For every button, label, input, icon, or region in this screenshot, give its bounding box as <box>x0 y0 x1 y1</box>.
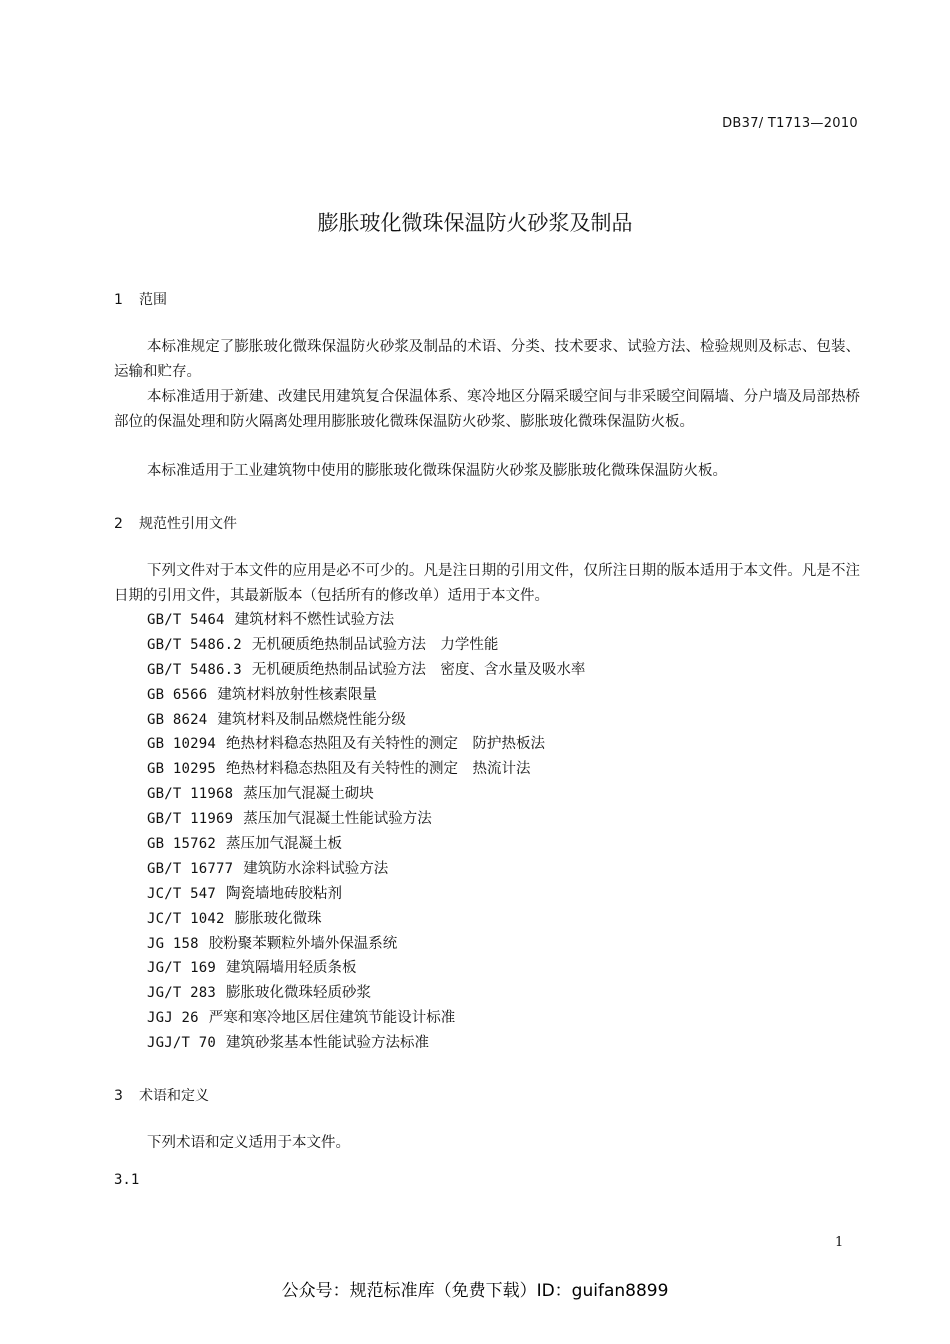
reference-code: GB 6566 <box>147 686 208 703</box>
normative-reference-list <box>147 608 585 1056</box>
section-1-paragraph-1: 本标准规定了膨胀玻化微珠保温防火砂浆及制品的术语、分类、技术要求、试验方法、检验规则及标志、包装、运输和贮存。 <box>114 339 860 380</box>
reference-title: 蒸压加气混凝土性能试验方法 <box>243 811 432 828</box>
list-item <box>147 1031 585 1056</box>
section-2-heading <box>114 513 237 533</box>
section-title: 范围 <box>139 292 167 308</box>
reference-code: JGJ/T 70 <box>147 1035 217 1052</box>
list-item <box>147 956 585 981</box>
reference-title: 建筑隔墙用轻质条板 <box>226 960 357 977</box>
reference-code: JG/T 169 <box>147 960 217 977</box>
list-item <box>147 757 585 782</box>
reference-title: 膨胀玻化微珠 <box>234 910 322 927</box>
reference-code: JG 158 <box>147 935 199 952</box>
section-title: 规范性引用文件 <box>139 516 237 532</box>
reference-title: 建筑防水涂料试验方法 <box>243 860 389 877</box>
section-3-intro: 下列术语和定义适用于本文件。 <box>147 1135 350 1151</box>
reference-code: GB/T 11968 <box>147 786 234 803</box>
reference-title: 严寒和寒冷地区居住建筑节能设计标准 <box>208 1010 456 1027</box>
reference-code: GB 10294 <box>147 736 217 753</box>
reference-code: GB/T 5464 <box>147 612 225 628</box>
list-item <box>147 832 585 857</box>
reference-title: 蒸压加气混凝土砌块 <box>243 786 374 803</box>
list-item <box>147 608 585 633</box>
list-item <box>147 807 585 832</box>
list-item <box>147 633 585 658</box>
reference-title: 建筑材料不燃性试验方法 <box>234 612 395 628</box>
section-1-paragraph-3: 本标准适用于工业建筑物中使用的膨胀玻化微珠保温防火砂浆及膨胀玻化微珠保温防火板。 <box>147 463 727 479</box>
list-item <box>147 658 585 683</box>
reference-title: 胶粉聚苯颗粒外墙外保温系统 <box>208 935 398 952</box>
footer-watermark-text: 公众号：规范标准库（免费下载）ID：guifan8899 <box>281 1281 669 1301</box>
reference-title: 绝热材料稳态热阻及有关特性的测定 防护热板法 <box>226 736 546 753</box>
reference-title: 建筑材料放射性核素限量 <box>217 686 377 703</box>
list-item <box>147 932 585 957</box>
section-title: 术语和定义 <box>139 1088 209 1104</box>
reference-code: GB/T 5486.3 <box>147 661 242 678</box>
section-number: 1 <box>114 292 123 308</box>
reference-title: 无机硬质绝热制品试验方法 力学性能 <box>251 636 499 653</box>
list-item <box>147 882 585 907</box>
list-item <box>147 907 585 932</box>
list-item <box>147 981 585 1006</box>
reference-code: GB 8624 <box>147 711 208 728</box>
reference-title: 膨胀玻化微珠轻质砂浆 <box>226 985 372 1002</box>
reference-code: GB/T 11969 <box>147 811 234 828</box>
reference-title: 建筑材料及制品燃烧性能分级 <box>217 711 406 728</box>
reference-title: 建筑砂浆基本性能试验方法标准 <box>226 1035 430 1052</box>
reference-code: JGJ 26 <box>147 1010 199 1027</box>
reference-code: GB 10295 <box>147 761 217 778</box>
list-item <box>147 683 585 708</box>
list-item <box>147 782 585 807</box>
reference-title: 蒸压加气混凝土板 <box>226 836 343 853</box>
reference-code: JC/T 1042 <box>147 910 225 927</box>
document-title: 膨胀玻化微珠保温防火砂浆及制品 <box>317 211 633 235</box>
list-item <box>147 857 585 882</box>
reference-code: GB 15762 <box>147 836 217 853</box>
reference-code: JC/T 547 <box>147 885 217 902</box>
reference-title: 无机硬质绝热制品试验方法 密度、含水量及吸水率 <box>251 661 586 678</box>
list-item <box>147 732 585 757</box>
section-2-intro: 下列文件对于本文件的应用是必不可少的。凡是注日期的引用文件，仅所注日期的版本适用于本文件。凡是不注日期的引用文件，其最新版本（包括所有的修改单）适用于本文件。 <box>114 563 860 604</box>
page-number: 1 <box>835 1235 844 1250</box>
list-item <box>147 708 585 733</box>
reference-code: JG/T 283 <box>147 985 217 1002</box>
reference-code: GB/T 16777 <box>147 860 234 877</box>
reference-code: GB/T 5486.2 <box>147 636 242 653</box>
document-code: DB37/ T1713—2010 <box>722 116 858 131</box>
section-number: 2 <box>114 516 123 532</box>
section-1-heading <box>114 289 167 309</box>
reference-title: 陶瓷墙地砖胶粘剂 <box>226 885 343 902</box>
list-item <box>147 1006 585 1031</box>
reference-title: 绝热材料稳态热阻及有关特性的测定 热流计法 <box>226 761 531 778</box>
clause-number: 3.1 <box>114 1172 140 1188</box>
section-3-heading <box>114 1085 209 1105</box>
section-number: 3 <box>114 1088 123 1104</box>
section-1-paragraph-2: 本标准适用于新建、改建民用建筑复合保温体系、寒冷地区分隔采暖空间与非采暖空间隔墙、分户墙及局部热桥部位的保温处理和防火隔离处理用膨胀玻化微珠保温防火砂浆、膨胀玻化微珠保温防火板。 <box>114 389 860 430</box>
